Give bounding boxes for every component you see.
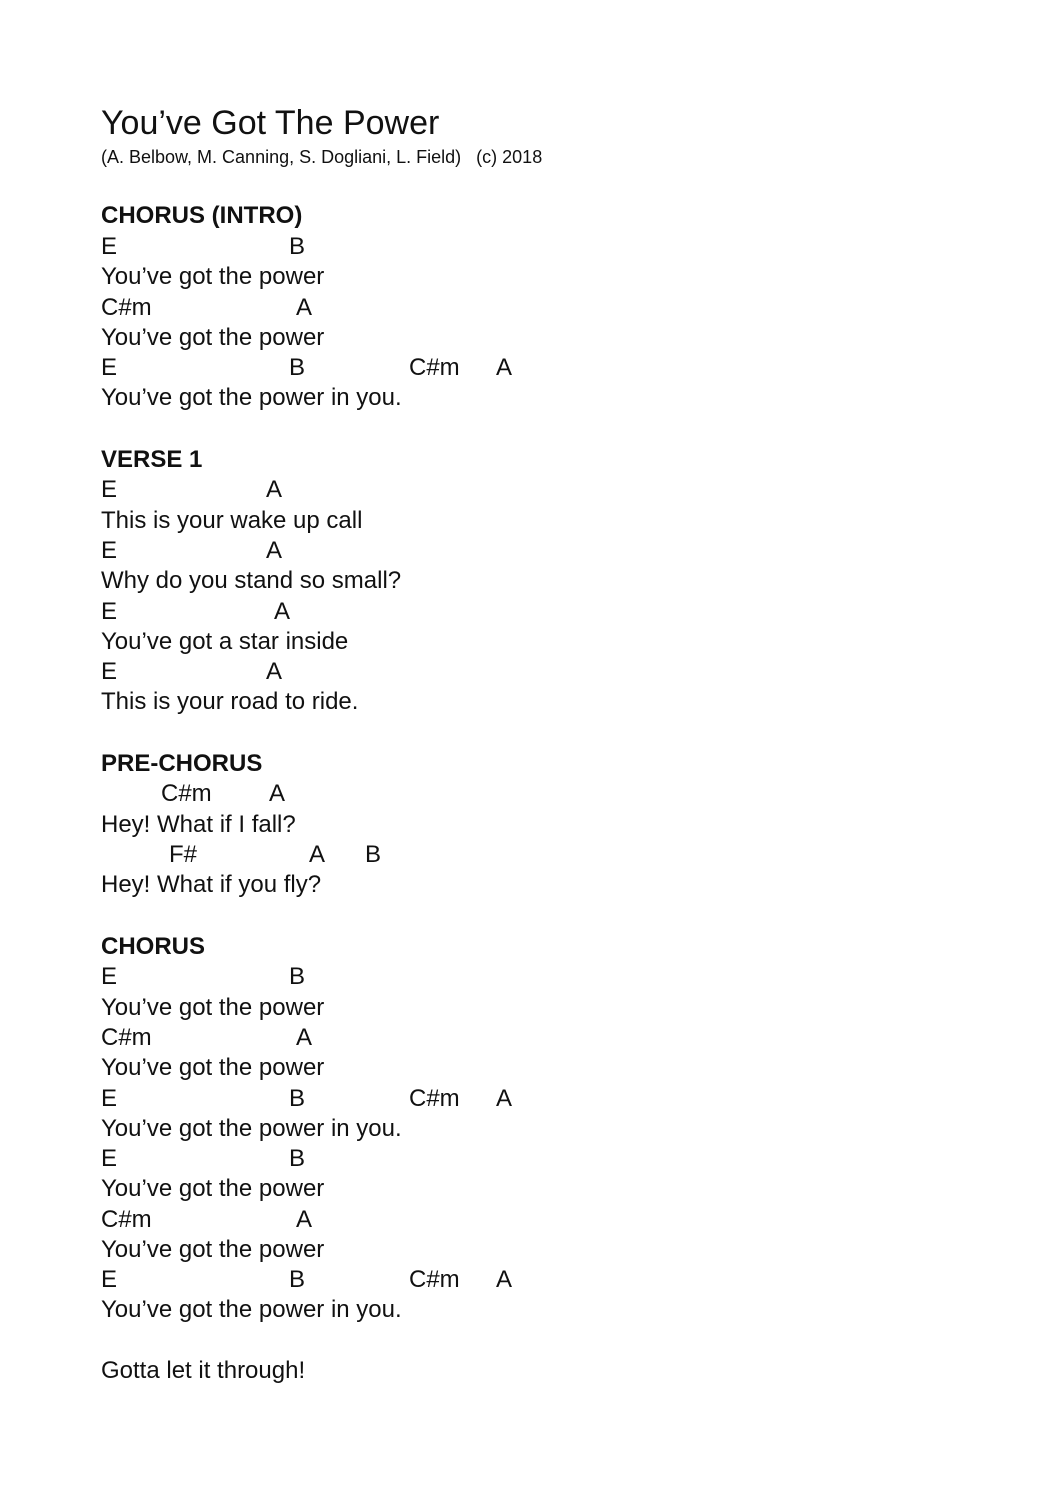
chord: C#m	[409, 354, 460, 381]
chord: E	[101, 963, 118, 990]
chord: A	[496, 354, 513, 381]
outro-line: Gotta let it through!	[101, 1357, 306, 1384]
section-heading: CHORUS (INTRO)	[101, 202, 303, 229]
chord: E	[101, 476, 118, 503]
chord: C#m	[101, 1206, 152, 1233]
chord: B	[289, 963, 306, 990]
chord: A	[296, 294, 313, 321]
chord: E	[101, 1085, 118, 1112]
chord: A	[496, 1266, 513, 1293]
chord: E	[101, 598, 118, 625]
chord: E	[101, 354, 118, 381]
chord: A	[309, 841, 326, 868]
chord: E	[101, 1145, 118, 1172]
chord: C#m	[409, 1266, 460, 1293]
chord: E	[101, 658, 118, 685]
chord: C#m	[101, 1024, 152, 1051]
chord: C#m	[409, 1085, 460, 1112]
section-heading: VERSE 1	[101, 446, 203, 473]
chord: B	[289, 1145, 306, 1172]
lyric-line: You’ve got the power	[101, 263, 325, 290]
chord: A	[266, 476, 283, 503]
chord: A	[266, 537, 283, 564]
chord: B	[289, 233, 306, 260]
song-credits: (A. Belbow, M. Canning, S. Dogliani, L. Field) (c) 2018	[101, 147, 543, 167]
chord: A	[496, 1085, 513, 1112]
chord: A	[266, 658, 283, 685]
lyric-line: You’ve got the power	[101, 1054, 325, 1081]
song-title: You’ve Got The Power	[101, 104, 440, 142]
lyric-line: This is your road to ride.	[101, 688, 359, 715]
chord: F#	[169, 841, 198, 868]
chord: A	[269, 780, 286, 807]
chord: B	[289, 1085, 306, 1112]
chord: B	[365, 841, 382, 868]
chord: E	[101, 233, 118, 260]
chord: A	[296, 1024, 313, 1051]
chord: B	[289, 1266, 306, 1293]
chord: C#m	[101, 294, 152, 321]
lyric-line: You’ve got the power	[101, 1236, 325, 1263]
chord: B	[289, 354, 306, 381]
lyric-line: You’ve got a star inside	[101, 628, 349, 655]
lyric-line: This is your wake up call	[101, 507, 363, 534]
lyric-line: Hey! What if I fall?	[101, 811, 296, 838]
lyric-line: You’ve got the power	[101, 1175, 325, 1202]
chord: E	[101, 537, 118, 564]
lyric-line: You’ve got the power in you.	[101, 1115, 402, 1142]
chord: C#m	[161, 780, 212, 807]
chord: E	[101, 1266, 118, 1293]
section-heading: CHORUS	[101, 933, 206, 960]
lyric-line: You’ve got the power	[101, 994, 325, 1021]
lyric-line: You’ve got the power	[101, 324, 325, 351]
lyric-line: Why do you stand so small?	[101, 567, 402, 594]
lyric-line: Hey! What if you fly?	[101, 871, 322, 898]
lyric-line: You’ve got the power in you.	[101, 1296, 402, 1323]
section-heading: PRE-CHORUS	[101, 750, 263, 777]
chord: A	[274, 598, 291, 625]
lyric-line: You’ve got the power in you.	[101, 384, 402, 411]
chord: A	[296, 1206, 313, 1233]
